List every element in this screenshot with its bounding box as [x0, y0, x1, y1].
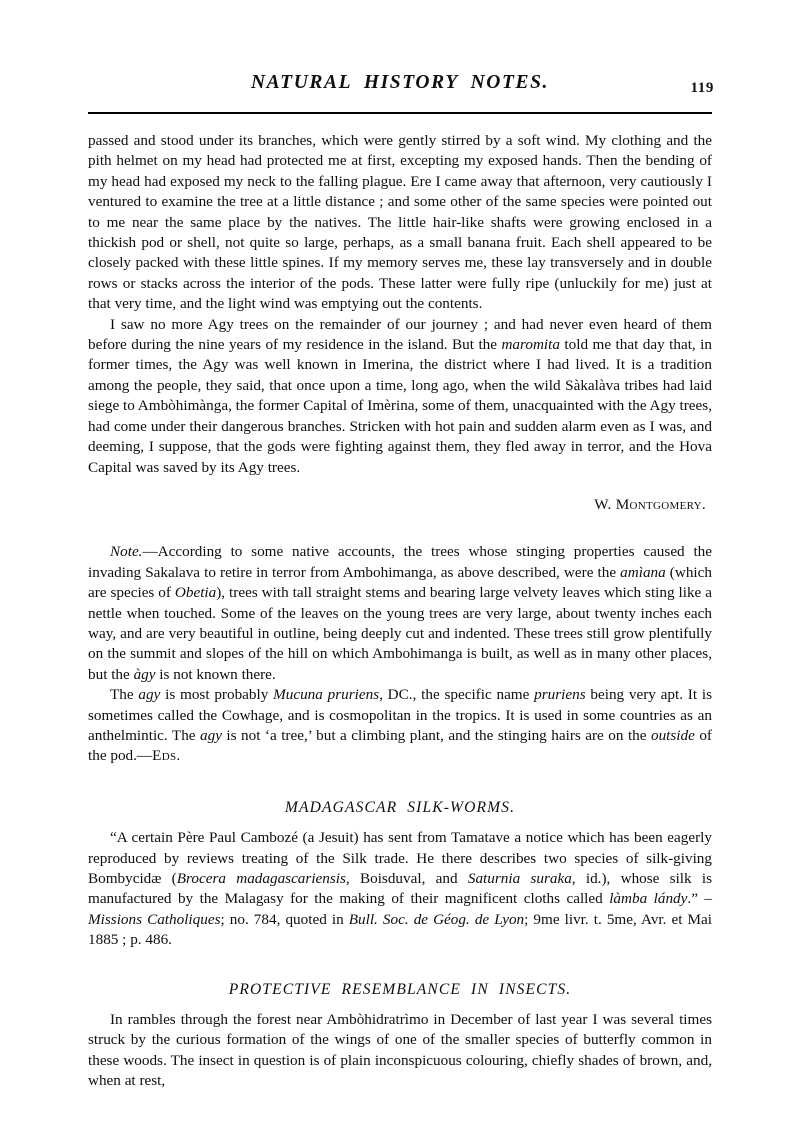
- page-content: [88, 0, 712, 1092]
- editors-note: [88, 542, 712, 766]
- note-paragraph-1: [88, 542, 712, 685]
- paragraph-continuation: passed and stood under its branches, which were gently stirred by a soft wind. My clothing and the pith helmet on my head had protected me at first, excepting my exposed hands. Then the bending of my head had exposed my neck to the falling plague. Ere I came away that afternoon, very cautiously I ventured to examine the tree at a little distance ; and some other of the same species were pointed out to me near the same place by the natives. The little hair-like shafts were growing enclosed in a thickish pod or shell, not quite so large, perhaps, as a small banana fruit. Each shell appeared to be closely packed with these little spines. If my memory serves me, these lay transversely and in double rows or stacks across the interior of the pods. These latter were fully ripe (unluckily for me) just at that very time, and the light wind was emptying out the contents.: [88, 132, 712, 313]
- paragraph-protective-resemblance: In rambles through the forest near Ambòhidratrìmo in December of last year I was several times struck by the curious formation of the wings of one of the smaller species of butterfly common in these woods. The insect in question is of plain inconspicuous colouring, chiefly shades of brown, and, when at rest,: [88, 1011, 712, 1090]
- italic-pruriens: pruriens: [534, 686, 586, 704]
- note-label: Note.: [110, 543, 143, 561]
- text-run: told me that day that, in former times, the Agy was well known in Imerina, the district where I had lived. It is a tradition among the people, they said, that once upon a time, long ago, when the wild Sàkalàva tribes had laid siege to Ambòhimànga, the former Capital of Imèrina, some of them, unacquainted with the Agy trees, had come under their dangerous branches. Stricken with hot pain and sudden alarm even as I was, and deeming, I suppose, that the gods were fighting against them, they fled away in terror, and the Hova Capital was saved by its Agy trees.: [88, 336, 712, 476]
- italic-lamba-landy: làmba lándy: [609, 890, 688, 908]
- italic-maromita: maromita: [501, 336, 560, 354]
- text-run: ; no. 784, quoted in: [220, 910, 349, 928]
- paragraph-agy-trees: [88, 315, 712, 478]
- text-run: of the pod.—: [88, 726, 712, 765]
- text-run: ; 9me livr. t. 5me, Avr. et Mai 1885 ; p. 486.: [88, 910, 712, 949]
- running-head-title: NATURAL HISTORY NOTES.: [250, 72, 550, 93]
- body-text: [88, 131, 712, 1092]
- italic-brocera-madagascariensis: Brocera madagascariensis: [176, 870, 346, 887]
- text-run: is not ‘a tree,’ but a climbing plant, and the stinging hairs are on the: [221, 726, 651, 744]
- paragraph-silkworms: [88, 828, 712, 950]
- text-run: ), trees with tall straight stems and bearing large velvety leaves which sting like a nettle when touched. Some of the leaves on the young trees are very large, about twenty inches each way, and are very beautiful in outline, being deeply cut and indented. These trees still grow plentifully on the summit and slopes of the hill on which Ambohimanga is built, as well as in many other places, but the: [88, 584, 712, 683]
- note-paragraph-2: [88, 685, 712, 767]
- text-run: —According to some native accounts, the trees whose stinging properties caused the invading Sakalava to retire in terror from Ambohimanga, as above described, were the: [88, 543, 712, 581]
- italic-agy-accented: àgy: [133, 665, 156, 683]
- text-run: , DC., the specific name: [379, 686, 535, 704]
- text-run: is most probably: [160, 686, 274, 704]
- text-run: , id.), whose silk is manufactured by the Malagasy for the making of their magnificent cloths called: [88, 870, 713, 908]
- section-heading-silkworms: MADAGASCAR SILK-WORMS.: [284, 798, 516, 816]
- header-rule: [88, 112, 712, 114]
- italic-saturnia-suraka: Saturnia suraka: [467, 870, 572, 887]
- text-run: “A certain Père Paul Cambozé (a Jesuit) has sent from Tamatave a notice which has been eagerly reproduced by reviews treating of the Silk trade. He there describes two species of silk-giving Bombycidæ (: [88, 829, 712, 887]
- text-run: The: [110, 686, 139, 704]
- italic-mucuna-pruriens: Mucuna pruriens: [273, 686, 380, 704]
- text-run: , Boisduval, and: [345, 870, 468, 887]
- italic-agy: agy: [138, 686, 161, 704]
- editors-signature: Eds.: [152, 747, 181, 765]
- text-run: (which are species of: [88, 563, 712, 602]
- page-number: 119: [690, 80, 714, 96]
- text-run: being very apt. It is sometimes called the Cowhage, and is cosmopolitan in the tropics. It is used in some countries as an anthelmintic. The: [88, 686, 712, 744]
- article-byline: W. Montgomery.: [594, 495, 706, 513]
- italic-missions-catholiques: Missions Catholiques: [88, 910, 221, 928]
- italic-agy-2: agy: [200, 726, 222, 744]
- running-head: [88, 72, 712, 116]
- section-heading-protective-resemblance: PROTECTIVE RESEMBLANCE IN INSECTS.: [228, 980, 572, 998]
- text-run: .” –: [687, 890, 712, 908]
- text-run: I saw no more Agy trees on the remainder of our journey ; and had never even heard of them before during the nine years of my residence in the island. But the: [88, 315, 712, 354]
- text-run: is not known there.: [155, 665, 276, 683]
- italic-bull-soc-geog-lyon: Bull. Soc. de Géog. de Lyon: [348, 910, 525, 928]
- italic-outside: outside: [650, 726, 695, 744]
- italic-amiana: amìana: [620, 563, 666, 581]
- italic-obetia: Obetia: [174, 584, 217, 602]
